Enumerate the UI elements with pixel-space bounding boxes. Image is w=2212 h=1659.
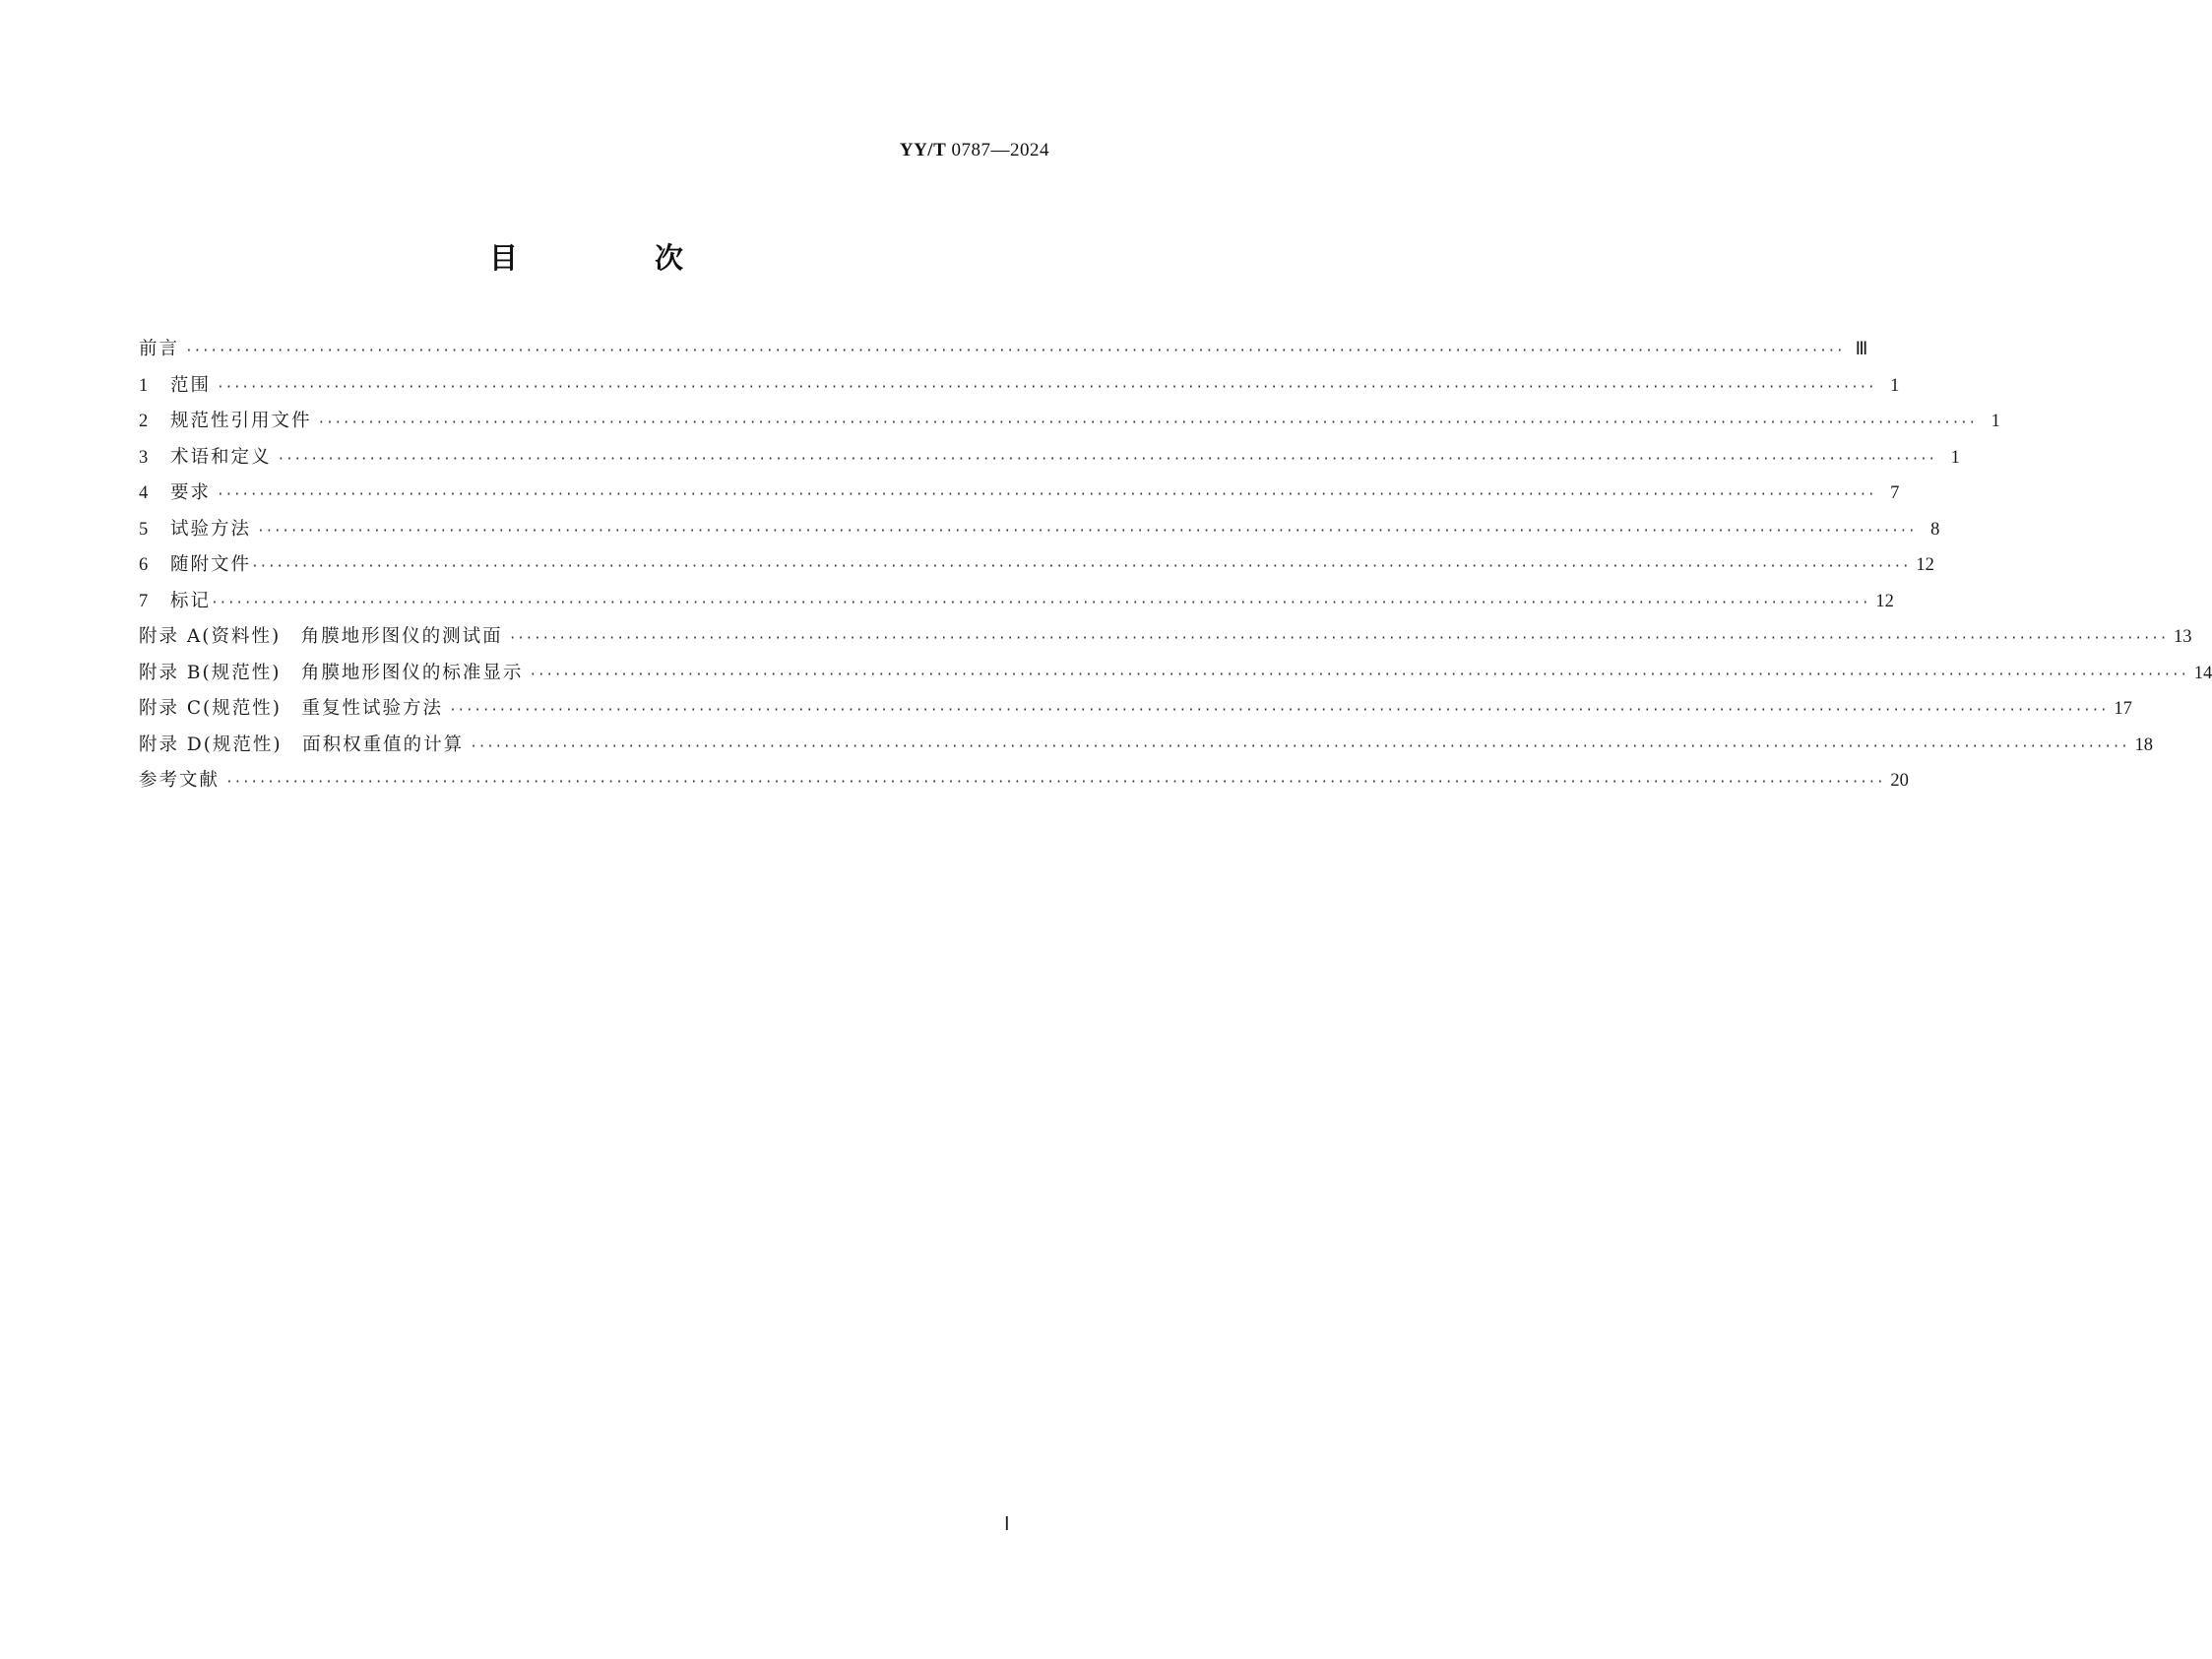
toc-entry-label: 3 术语和定义 [139,446,272,468]
toc-entry-number: 4 [139,483,149,503]
toc-entry-label: 7 标记 [139,590,212,611]
standard-code [900,140,1049,161]
toc-entry-label: 参考文献 [139,770,221,791]
toc-entry-annex-b[interactable] [139,662,2212,698]
toc-leader-dots: ········································································································································································································ [251,559,1911,574]
toc-leader-dots: ········································································································································································································ [448,703,2109,718]
toc-entry-foreword[interactable] [139,338,1868,374]
toc-entry-normative-references[interactable] [139,410,2000,446]
toc-leader-dots: ········································································································································································································ [277,451,1936,467]
toc-entry-label: 附录 B(规范性) 角膜地形图仪的标准显示 [139,662,524,683]
toc-leader-dots: ········································································································································································································ [217,379,1876,395]
toc-entry-scope[interactable] [139,374,1900,411]
toc-entry-number: 7 [139,591,149,611]
toc-entry-label: 附录 A(资料性) 角膜地形图仪的测试面 [139,626,503,647]
toc-entry-page: Ⅲ [1855,340,1868,359]
toc-entry-label: 附录 C(规范性) 重复性试验方法 [139,698,443,719]
toc-entry-annex-a[interactable] [139,625,2192,662]
toc-entry-test-methods[interactable] [139,518,1940,554]
toc-entry-label: 6 随附文件 [139,554,252,575]
toc-entry-requirements[interactable] [139,481,1900,518]
toc-leader-dots: ········································································································································································································ [225,775,1885,790]
toc-entry-accompanying-documents[interactable] [139,553,1934,590]
toc-entry-terms[interactable] [139,446,1960,482]
toc-entry-annex-d[interactable] [139,734,2153,770]
toc-entry-label: 前言 [139,339,180,359]
table-of-contents [139,338,2212,805]
toc-leader-dots: ········································································································································································································ [508,631,2169,646]
toc-leader-dots: ········································································································································································································ [185,344,1845,358]
toc-entry-annex-c[interactable] [139,697,2132,734]
toc-entry-number: 1 [139,375,149,396]
toc-leader-dots: ········································································································································································································ [211,595,1870,610]
toc-entry-number: 5 [139,519,149,540]
toc-title: 目 次 [488,241,737,275]
toc-entry-page: 7 [1890,483,1900,503]
toc-entry-page: 18 [2134,734,2153,755]
toc-entry-page: 1 [1991,412,2000,431]
page-number: Ⅰ [1004,1514,1010,1535]
toc-entry-page: 1 [1890,375,1900,396]
standard-code-prefix: YY/T [899,140,947,160]
toc-entry-page: 20 [1890,771,1909,791]
toc-entry-page: 1 [1950,447,1960,468]
toc-entry-number: 6 [139,555,149,575]
toc-leader-dots: ········································································································································································································ [257,523,1917,539]
toc-entry-number: 2 [139,412,149,431]
toc-entry-label: 5 试验方法 [139,518,252,540]
toc-entry-page: 8 [1930,519,1940,540]
toc-entry-page: 12 [1875,591,1894,611]
toc-leader-dots: ········································································································································································································ [317,415,1977,430]
toc-entry-number: 3 [139,447,149,468]
toc-entry-page: 12 [1916,555,1934,575]
toc-entry-label: 附录 D(规范性) 面积权重值的计算 [139,734,465,755]
toc-leader-dots: ········································································································································································································ [217,487,1876,502]
standard-code-number: 0787—2024 [951,140,1049,160]
toc-leader-dots: ········································································································································································································ [529,667,2188,682]
toc-entry-label: 4 要求 [139,482,212,503]
toc-entry-label: 1 范围 [139,374,212,396]
toc-leader-dots: ········································································································································································································ [470,738,2129,754]
toc-entry-page: 13 [2174,627,2192,647]
toc-entry-label: 2 规范性引用文件 [139,411,312,431]
toc-entry-marking[interactable] [139,590,1894,626]
toc-entry-page: 14 [2193,663,2212,683]
toc-entry-page: 17 [2114,699,2132,719]
toc-entry-bibliography[interactable] [139,769,1909,805]
